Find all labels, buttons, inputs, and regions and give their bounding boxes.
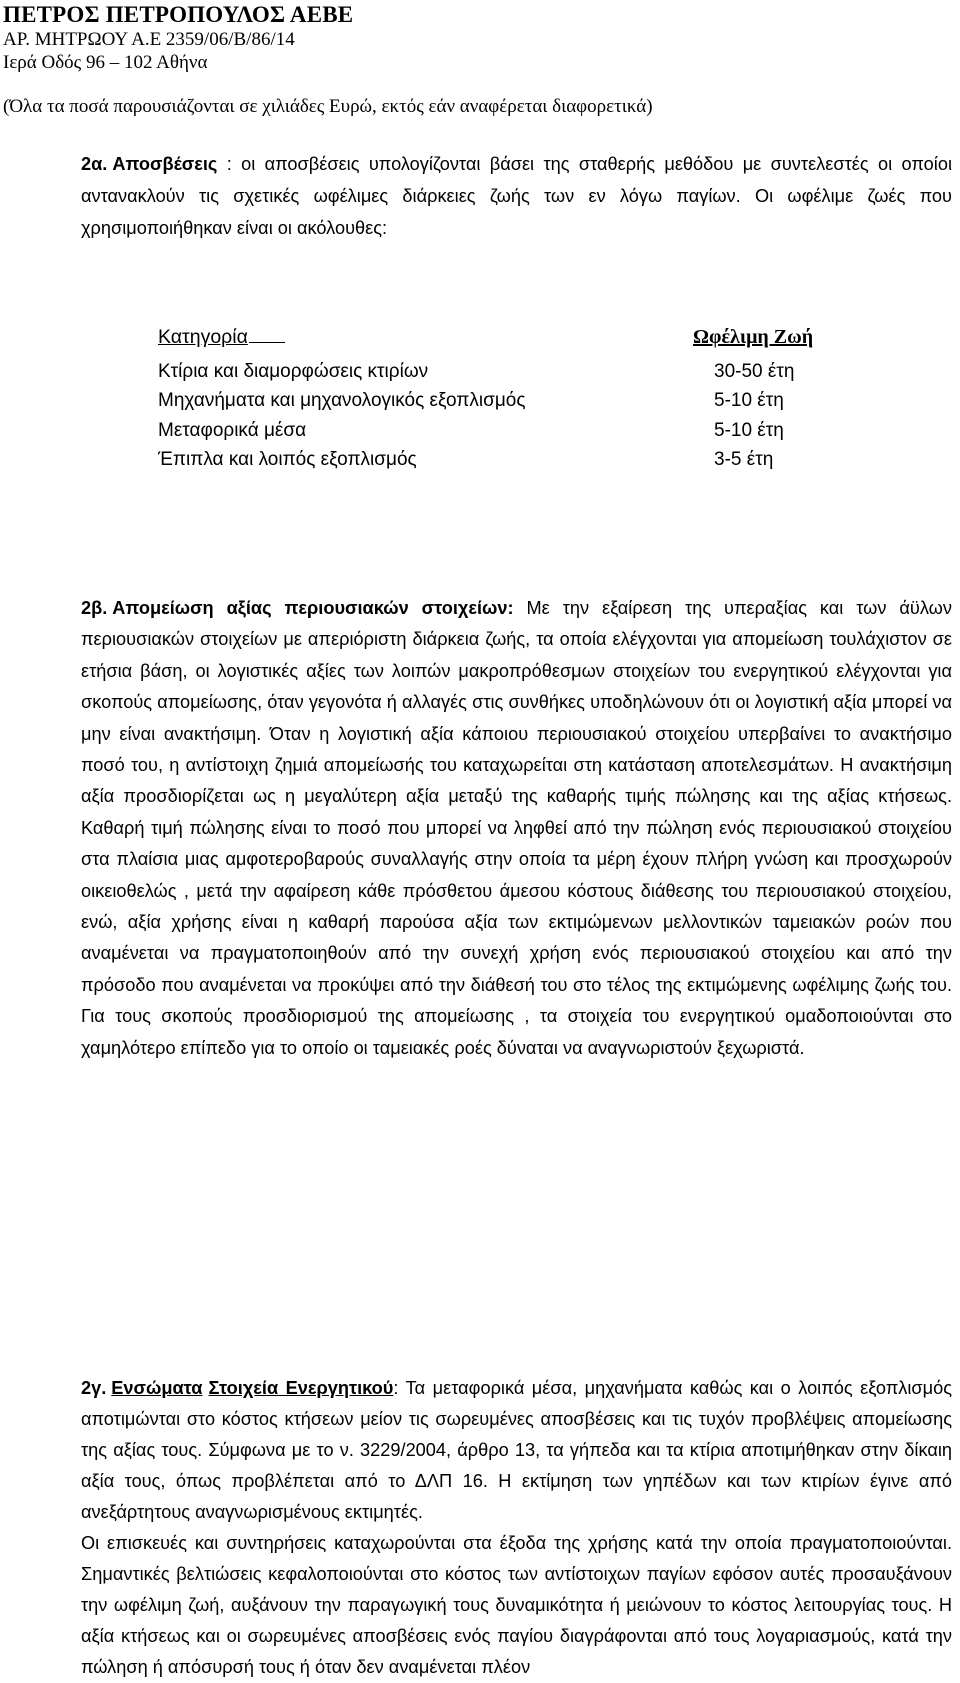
section-number: 2γ. [81,1378,107,1398]
row-useful-life: 3-5 έτη [714,448,774,470]
company-name: ΠΕΤΡΟΣ ΠΕΤΡΟΠΟΥΛΟΣ ΑΕΒΕ [3,2,354,27]
section-2a-depreciation [81,148,952,244]
table-row [158,420,858,449]
section-text: : οι αποσβέσεις υπολογίζονται βάσει της σταθερής μεθόδου με συντελεστές οι οποίοι αντανακλούν τις σχετικές ωφέλιμες διάρκειες ζωής των εν λόγω παγίων. Οι ωφέλιμε ζωές που χρησιμοποιήθηκαν είναι οι ακόλουθες: [81,154,952,238]
table-row [158,361,858,390]
section-heading-part1: Ενσώματα [111,1378,203,1398]
table-header [158,326,858,361]
row-useful-life: 5-10 έτη [714,419,784,441]
section-number: 2β. [81,598,108,618]
section-heading [111,1378,393,1398]
column-header-category: Κατηγορία [158,326,285,349]
row-useful-life: 5-10 έτη [714,390,784,412]
section-2c-tangible-assets [81,1373,952,1683]
column-header-useful-life: Ωφέλιμη Ζωή [693,326,814,348]
company-address: Ιερά Οδός 96 – 102 Αθήνα [3,52,208,73]
section-heading-part2: Στοιχεία Ενεργητικού [208,1378,394,1398]
section-text: Με την εξαίρεση της υπεραξίας και των άϋλων περιουσιακών στοιχείων με απεριόριστη διάρκεια ζωής, τα οποία ελέγχονται για απομείωση τουλάχιστον σε ετήσια βάση, οι λογιστικές αξίες των λοιπών μακροπρόθεσμων στοιχείων του ενεργητικού ελέγχονται για σκοπούς απομείωσης, όταν γεγονότα ή αλλαγές στις συνθήκες υποδηλώνουν ότι οι λογιστική αξία μπορεί να μην είναι ανακτήσιμη. Όταν η λογιστική αξία κάποιου περιουσιακού στοιχείου υπερβαίνει το ανακτήσιμο ποσό του, η αντίστοιχη ζημιά απομείωσής του καταχωρείται στη κατάσταση αποτελεσμάτων. Η ανακτήσιμη αξία προσδιορίζεται ως η μεγαλύτερη αξία μεταξύ της καθαρής τιμής πώλησης και της αξίας κτήσεως. Καθαρή τιμή πώλησης είναι το ποσό που μπορεί να ληφθεί από την πώληση ενός περιουσιακού στοιχείου στα πλαίσια μιας αμφοτεροβαρούς συναλλαγής στην οποία τα μέρη έχουν πλήρη γνώση και προσχωρούν οικειοθελώς , μετά την αφαίρεση κάθε πρόσθετου άμεσου κόστους διάθεσης του περιουσιακού στοιχείου, ενώ, αξία χρήσης είναι η καθαρή παρούσα αξία των εκτιμώμενων μελλοντικών ταμειακών ροών που αναμένεται να πραγματοποιηθούν από την συνεχή χρήση ενός περιουσιακού στοιχείου και από την πρόσοδο που αναμένεται να προκύψει από την διάθεσή του στο τέλος της εκτιμώμενης ωφέλιμης ζωής του. Για τους σκοπούς προσδιορισμού της απομείωσης , τα στοιχεία του ενεργητικού ομαδοποιούνται στο χαμηλότερο επίπεδο για το οποίο οι ταμειακές ροές δύναται να αναγνωριστούν ξεχωριστά. [81,598,952,1058]
row-category: Κτίρια και διαμορφώσεις κτιρίων [158,361,429,382]
section-text-continued: Οι επισκευές και συντηρήσεις καταχωρούνται στα έξοδα της χρήσης κατά την οποία πραγματοποιούνται. Σημαντικές βελτιώσεις κεφαλοποιούνται στο κόστος των αντίστοιχων παγίων εφόσον αυτές προσαυξάνουν την ωφέλιμη ζωή, αυξάνουν την παραγωγική τους δυναμικότητα ή μειώνουν το κόστος λειτουργίας τους. Η αξία κτήσεως και οι σωρευμένες αποσβέσεις ενός παγίου διαγράφονται από τους λογαριασμούς, κατά την πώληση ή απόσυρσή τους ή όταν δεν αναμένεται πλέον [81,1533,952,1677]
row-useful-life: 30-50 έτη [714,361,795,382]
table-row [158,390,858,419]
useful-life-table [158,326,858,478]
row-category: Μηχανήματα και μηχανολογικός εξοπλισμός [158,390,526,412]
section-text: : Τα μεταφορικά μέσα, μηχανήματα καθώς και ο λοιπός εξοπλισμός αποτιμώνται στο κόστος κτήσεων μείον τις σωρευμένες αποσβέσεις και τις τυχόν προβλέψεις απομείωσης της αξίας τους. Σύμφωνα με το ν. 3229/2004, άρθρο 13, τα γήπεδα και τα κτίρια αποτιμήθηκαν στην δίκαιη αξία τους, όπως προβλέπεται από το ΔΛΠ 16. Η εκτίμηση των γηπέδων και των κτιρίων έγινε από ανεξάρτητους αναγνωρισμένους εκτιμητές. [81,1378,952,1522]
section-2b-impairment [81,593,952,1064]
section-number: 2α. [81,154,108,174]
row-category: Μεταφορικά μέσα [158,419,307,441]
table-row [158,449,858,478]
section-heading: Απομείωση αξίας περιουσιακών στοιχείων: [112,598,514,618]
registry-number: ΑΡ. ΜΗΤΡΩΟΥ Α.Ε 2359/06/Β/86/14 [3,29,295,50]
row-category: Έπιπλα και λοιπός εξοπλισμός [158,448,417,470]
section-heading: Αποσβέσεις [112,154,218,174]
currency-note: (Όλα τα ποσά παρουσιάζονται σε χιλιάδες Ευρώ, εκτός εάν αναφέρεται διαφορετικά) [3,96,653,117]
